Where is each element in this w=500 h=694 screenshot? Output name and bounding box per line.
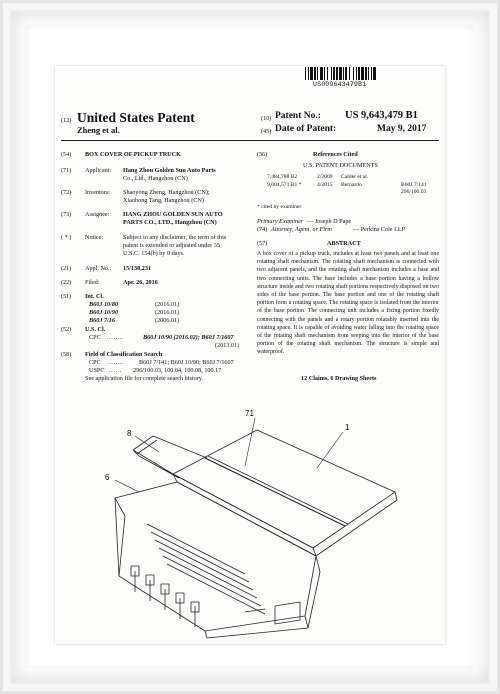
- code-45: (45): [261, 128, 272, 135]
- header-rule: [61, 140, 439, 141]
- examiner-name: — Joseph D Pape: [307, 218, 352, 225]
- patent-number: US 9,643,479 B1: [345, 110, 418, 121]
- inventors-line2: Xiaohong Tang, Hangzhou (CN): [123, 197, 204, 204]
- code-54: (54): [61, 151, 72, 158]
- field-uspc-label: USPC: [89, 367, 105, 374]
- cpc-value: B60J 10/90 (2016.02); B60J 7/1607: [143, 334, 234, 341]
- open-panel: [133, 450, 179, 478]
- field-uspc-value: 296/100.03, 100.04, 100.08, 100.17: [133, 367, 222, 374]
- references-label: References Cited: [313, 151, 358, 158]
- intcl-class: B60J 7/16: [89, 317, 115, 324]
- label-1: 1: [345, 423, 350, 432]
- cover-edge: [173, 474, 316, 556]
- field-cpc-label: CPC: [89, 359, 101, 366]
- assignee-line2: PARTS CO., LTD., Hangzhou (CN): [123, 219, 217, 226]
- code-52: (52): [61, 326, 72, 333]
- code-10: (10): [261, 115, 272, 122]
- patent-page: [55, 66, 445, 644]
- assignee-line1: HANG ZHOU GOLDEN SUN AUTO: [123, 211, 223, 218]
- patent-title-header: United States Patent: [77, 110, 195, 125]
- patent-no-label: Patent No.:: [275, 111, 321, 121]
- notice-line2: patent is extended or adjusted under 35: [123, 242, 220, 249]
- abstract-text: A box cover of a pickup truck, includes at least two panels and at least one rotating shaft mechanism. The rotating shaft mechanism is connected with two adjacent panels, and the rotating shaft mechanism includes a base and two connecting units. The base includes a base portion having a hollow structure inside and two rotating shaft portions respectively disposed on two sides of the base portion. The base portion and one of the rotating shaft portion form a rotating space. The rotating space is isolated from the interior of the base portion. The connecting unit includes a fixing portion fixedly connecting with the panels and a rotary portion rotatably inserted into the rotating space. It is capable of avoiding water falling into the rotating space of the rotating shaft mechanism from seeping into the interior of the base portion of the rotating shaft mechanism. The structure is simple and waterproof.: [257, 251, 439, 356]
- ref-number: 7,484,788 B2: [267, 174, 298, 180]
- applicant-label: Applicant:: [85, 167, 112, 174]
- intcl-label: Int. Cl.: [85, 293, 104, 300]
- ref-name: Calder et al.: [341, 174, 369, 180]
- code-57: (57): [257, 240, 268, 247]
- label-71: 71: [245, 409, 254, 418]
- inventors-short: Zheng et al.: [77, 125, 120, 135]
- code-56: (56): [257, 151, 268, 158]
- appl-number: 15/138,231: [123, 265, 152, 272]
- code-notice: ( * ): [61, 234, 72, 241]
- abstract-label: ABSTRACT: [327, 240, 361, 247]
- code-12: (12): [61, 117, 72, 124]
- ref-class: B60J 7/141: [401, 182, 427, 188]
- attorney-label: Attorney, Agent, or Firm: [271, 226, 332, 233]
- ref-number: 9,004,571 B1 *: [267, 182, 302, 188]
- code-21: (21): [61, 265, 72, 272]
- invention-title: BOX COVER OF PICKUP TRUCK: [85, 151, 181, 158]
- cover-panel-rear: [173, 430, 395, 548]
- code-71: (71): [61, 167, 72, 174]
- code-22: (22): [61, 279, 72, 286]
- filed-label: Filed:: [85, 279, 100, 286]
- label-6: 6: [105, 473, 110, 482]
- barcode-text: US009643479B1: [313, 81, 367, 88]
- field-note: See application file for complete search history.: [85, 375, 203, 382]
- pickup-box-cover-drawing: [95, 406, 405, 641]
- intcl-date: (2016.01): [155, 309, 180, 316]
- cpc-label: CPC: [89, 334, 101, 341]
- notice-line1: Subject to any disclaimer, the term of this: [123, 234, 227, 241]
- inventors-label: Inventors:: [85, 189, 111, 196]
- applicant-line2: Co., Ltd., Hangzhou (CN): [123, 175, 188, 182]
- examiner-label: Primary Examiner: [257, 218, 304, 225]
- ref-date: 4/2015: [317, 182, 333, 188]
- us-docs-label: U.S. PATENT DOCUMENTS: [303, 162, 378, 169]
- label-8: 8: [127, 429, 132, 438]
- uscl-label: U.S. Cl.: [85, 326, 106, 333]
- code-58: (58): [61, 351, 72, 358]
- hinge-line: [205, 458, 345, 526]
- ref-name: Bernardo: [341, 182, 362, 188]
- claims-count: 12 Claims, 6 Drawing Sheets: [301, 375, 377, 382]
- field-label: Field of Classification Search: [85, 351, 163, 358]
- applicant-line1: Hang Zhou Golden Sun Auto Parts: [123, 167, 216, 174]
- ref-date: 2/2009: [317, 174, 333, 180]
- code-73: (73): [61, 211, 72, 218]
- truck-bed: [115, 482, 316, 631]
- code-51: (51): [61, 293, 72, 300]
- attorney-name: — Perkins Coie LLP: [353, 226, 406, 233]
- intcl-class: B60J 10/80: [89, 301, 119, 308]
- intcl-date: (2016.01): [155, 301, 180, 308]
- date-label: Date of Patent:: [275, 124, 337, 134]
- notice-line3: U.S.C. 154(b) by 0 days.: [123, 250, 185, 257]
- code-74: (74): [257, 226, 268, 233]
- appl-label: Appl. No.:: [85, 265, 112, 272]
- notice-label: Notice:: [85, 234, 104, 241]
- ref-class-cont: 296/100.03: [401, 189, 427, 195]
- inventors-line1: Shaoyong Zheng, Hangzhou (CN);: [123, 189, 210, 196]
- cpc-leader: ........: [107, 334, 125, 341]
- filed-date: Apr. 26, 2016: [123, 279, 158, 286]
- barcode: [305, 67, 425, 80]
- cpc-year: (2013.01): [215, 342, 240, 349]
- patent-date: May 9, 2017: [377, 124, 427, 134]
- assignee-label: Assignee:: [85, 211, 110, 218]
- cited-note: * cited by examiner: [257, 204, 302, 210]
- field-cpc-value: B60J 7/141; B60J 10/90; B60J 7/1607: [139, 359, 234, 366]
- intcl-class: B60J 10/90: [89, 309, 119, 316]
- field-uspc-leader: ......: [109, 367, 122, 374]
- intcl-date: (2006.01): [155, 317, 180, 324]
- field-cpc-leader: ........: [107, 359, 125, 366]
- code-72: (72): [61, 189, 72, 196]
